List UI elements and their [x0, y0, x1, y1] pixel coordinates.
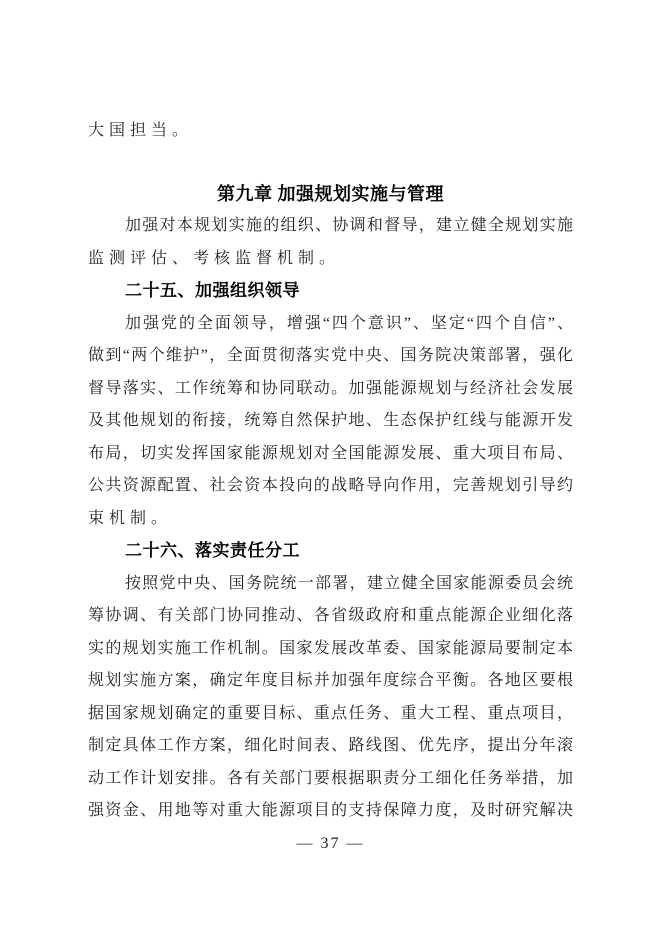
text-line: 筹协调、有关部门协同推动、各省级政府和重点能源企业细化落 — [88, 607, 573, 624]
text-line: 规划实施方案，确定年度目标并加强年度综合平衡。各地区要根 — [88, 672, 573, 689]
text-line: 做到“两个维护”，全面贯彻落实党中央、国务院决策部署，强化 — [88, 347, 573, 364]
text-line: 实的规划实施工作机制。国家发展改革委、国家能源局要制定本 — [88, 639, 573, 657]
section-26-paragraph — [88, 568, 573, 828]
text-line: 束机制。 — [88, 509, 173, 527]
text-line: 按照党中央、国务院统一部署，建立健全国家能源委员会统 — [125, 574, 573, 592]
text-line: 公共资源配置、社会资本投向的战略导向作用，完善规划引导约 — [88, 477, 573, 494]
page-content — [88, 115, 573, 860]
section-heading-25: 二十五、加强组织领导 — [125, 281, 300, 300]
chapter-heading: 第九章 加强规划实施与管理 — [217, 183, 444, 204]
paragraph-continuation-line: 大国担当。 — [88, 122, 194, 139]
chapter-intro-paragraph — [88, 210, 573, 275]
page-number: — 37 — — [296, 834, 365, 852]
text-line: 动工作计划安排。各有关部门要根据职责分工细化任务举措，加 — [88, 769, 573, 787]
text-line: 及其他规划的衔接，统筹自然保护地、生态保护红线与能源开发 — [88, 412, 573, 429]
text-line: 督导落实、工作统筹和协同联动。加强能源规划与经济社会发展 — [88, 379, 573, 397]
text-line: 监测评估、考核监督机制。 — [88, 249, 341, 267]
text-line: 加强对本规划实施的组织、协调和督导，建立健全规划实施 — [125, 217, 573, 234]
text-line: 据国家规划确定的重要目标、重点任务、重大工程、重点项目， — [88, 704, 573, 722]
section-25-paragraph — [88, 308, 573, 536]
text-line: 加强党的全面领导，增强“四个意识”、坚定“四个自信”、 — [125, 314, 573, 332]
section-heading-26: 二十六、落实责任分工 — [125, 541, 300, 560]
text-line: 强资金、用地等对重大能源项目的支持保障力度，及时研究解决 — [88, 802, 573, 819]
text-line: 制定具体工作方案，细化时间表、路线图、优先序，提出分年滚 — [88, 737, 573, 754]
text-line: 布局，切实发挥国家能源规划对全国能源发展、重大项目布局、 — [88, 444, 573, 462]
